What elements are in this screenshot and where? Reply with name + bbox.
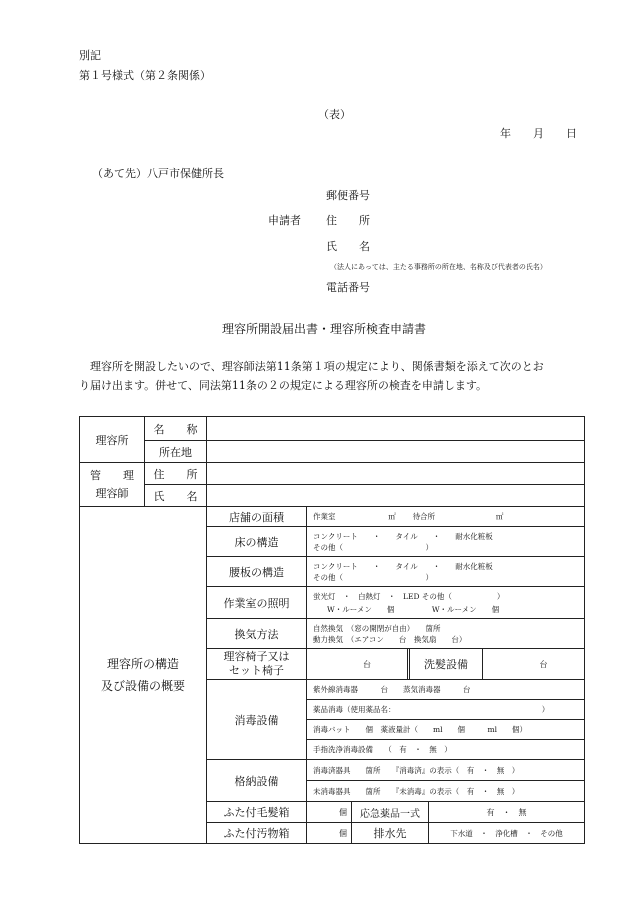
table-row [80, 441, 585, 463]
applicant-corporate-note: （法人にあっては、主たる事務所の所在地、名称及び代表者の氏名） [330, 263, 547, 271]
application-table [79, 416, 585, 844]
manager-section-label: 管 理 理容師 [80, 463, 145, 507]
shop-location-label: 所在地 [145, 441, 207, 463]
disinfect-tray-field[interactable]: 消毒バット 個 薬液量計（ ml 個 ml 個） [307, 720, 585, 740]
shop-name-field[interactable] [207, 417, 585, 441]
addressee: （あて先）八戸市保健所長 [92, 167, 224, 180]
dirtbox-count-field[interactable]: 個 [307, 823, 352, 843]
storage-label: 格納設備 [207, 760, 307, 802]
appendix-label: 別記 [79, 49, 101, 62]
applicant-name-label: 氏 名 [326, 240, 370, 253]
dirtbox-label: ふた付汚物箱 [207, 823, 307, 844]
date-field: 年 月 日 [500, 127, 577, 140]
first-aid-label: 応急薬品一式 [352, 802, 429, 822]
document-title: 理容所開設届出書・理容所検査申請書 [222, 322, 427, 336]
ventilation-label: 換気方法 [207, 619, 307, 649]
applicant-label: 申請者 [268, 214, 301, 227]
floor-label: 床の構造 [207, 527, 307, 557]
table-row [80, 463, 585, 485]
table-row [80, 485, 585, 507]
body-line-2: り届け出ます。併せて、同法第11条の２の規定による理容所の検査を申請します。 [79, 379, 488, 392]
hairbox-count-field[interactable]: 個 [307, 802, 352, 822]
hairbox-label: ふた付毛髪箱 [207, 802, 307, 823]
form-number: 第１号様式（第２条関係） [79, 69, 211, 82]
first-aid-field[interactable]: 有 ・ 無 [486, 807, 527, 817]
disinfect-hand-field[interactable]: 手指洗浄消毒設備 （ 有 ・ 無 ） [307, 740, 585, 760]
hairbox-firstaid-cell [307, 802, 585, 823]
lighting-field[interactable]: 蛍光灯 ・ 白熱灯 ・ LED その他（ ） W・ルーメン 個 W・ルーメン 個 [307, 587, 585, 619]
wainscot-label: 腰板の構造 [207, 557, 307, 587]
table-row [80, 507, 585, 527]
applicant-postal-label: 郵便番号 [326, 189, 370, 202]
body-line-1: 理容所を開設したいので、理容師法第11条第１項の規定により、関係書類を添えて次のとお [79, 360, 544, 373]
disinfect-uv-field[interactable]: 紫外線消毒器 台 蒸気消毒器 台 [307, 680, 585, 700]
wash-label: 洗髪設備 [407, 649, 483, 679]
floor-field[interactable]: コンクリート ・ タイル ・ 耐水化粧板 その他（ ） [307, 527, 585, 557]
storage-unsterilized-field[interactable]: 未消毒器具 箇所 『未消毒』の表示（ 有 ・ 無 ） [307, 781, 585, 802]
shop-location-field[interactable] [207, 441, 585, 463]
manager-address-label: 住 所 [145, 463, 207, 485]
storage-sterilized-field[interactable]: 消毒済器具 箇所 『消毒済』の表示（ 有 ・ 無 ） [307, 760, 585, 781]
area-label: 店舗の面積 [207, 507, 307, 527]
chairs-label: 理容椅子又は セット椅子 [207, 649, 307, 680]
manager-name-field[interactable] [207, 485, 585, 507]
side-indicator: （表） [318, 108, 351, 121]
chairs-wash-cell [307, 649, 585, 680]
shop-section-label: 理容所 [80, 417, 145, 463]
applicant-address-label: 住 所 [326, 214, 370, 227]
applicant-phone-label: 電話番号 [326, 281, 370, 294]
wash-count-field[interactable]: 台 [539, 659, 548, 669]
chairs-count-field[interactable]: 台 [363, 659, 371, 669]
dirtbox-drain-cell [307, 823, 585, 844]
manager-address-field[interactable] [207, 463, 585, 485]
table-row [80, 417, 585, 441]
drain-field[interactable]: 下水道 ・ 浄化槽 ・ その他 [450, 828, 563, 838]
disinfect-chemical-field[interactable]: 薬品消毒（使用薬品名： ） [307, 700, 585, 720]
shop-name-label: 名 称 [145, 417, 207, 441]
disinfect-label: 消毒設備 [207, 680, 307, 760]
lighting-label: 作業室の照明 [207, 587, 307, 619]
ventilation-field[interactable]: 自然換気 （窓の開閉が自由） 箇所 動力換気 （エアコン 台 換気扇 台） [307, 619, 585, 649]
wainscot-field[interactable]: コンクリート ・ タイル ・ 耐水化粧板 その他（ ） [307, 557, 585, 587]
area-field[interactable]: 作業室 ㎡ 待合所 ㎡ [307, 507, 585, 527]
manager-name-label: 氏 名 [145, 485, 207, 507]
drain-label: 排水先 [352, 823, 429, 843]
structure-section-label: 理容所の構造 及び設備の概要 [80, 507, 207, 844]
